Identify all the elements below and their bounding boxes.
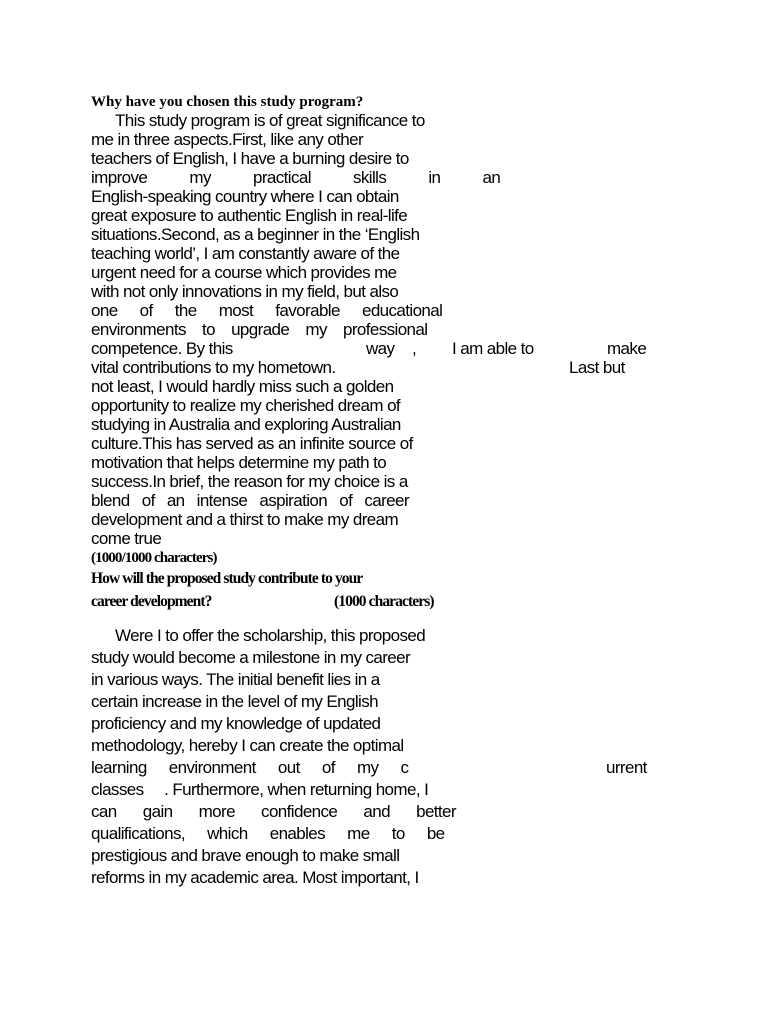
character-count: (1000/1000 characters) bbox=[91, 550, 217, 566]
section2-character-count: (1000 characters) bbox=[334, 593, 434, 610]
section2-heading: How will the proposed study contribute to your bbox=[91, 570, 363, 587]
paragraph-line: teaching world’, I am constantly aware of the bbox=[91, 244, 400, 263]
paragraph-line: in various ways. The initial benefit lies in a bbox=[91, 670, 380, 689]
paragraph-line: come true bbox=[91, 529, 162, 548]
paragraph-line-fragment: way bbox=[366, 339, 395, 358]
paragraph-line-fragment: , bbox=[412, 339, 417, 358]
paragraph-line: development and a thirst to make my dream bbox=[91, 510, 399, 529]
paragraph-line-fragment: make bbox=[607, 339, 647, 358]
paragraph-line-fragment: learning environment out of my c bbox=[91, 758, 409, 777]
paragraph-line: qualifications, which enables me to be bbox=[91, 824, 445, 843]
paragraph-line: not least, I would hardly miss such a golden bbox=[91, 377, 394, 396]
paragraph-line: proficiency and my knowledge of updated bbox=[91, 714, 381, 733]
paragraph-line: with not only innovations in my field, but also bbox=[91, 282, 399, 301]
paragraph-line: prestigious and brave enough to make small bbox=[91, 846, 400, 865]
paragraph-line: certain increase in the level of my English bbox=[91, 692, 378, 711]
paragraph-line-fragment: Last but bbox=[569, 358, 625, 377]
paragraph-line: teachers of English, I have a burning desire to bbox=[91, 149, 409, 168]
paragraph-line: motivation that helps determine my path to bbox=[91, 453, 387, 472]
paragraph-line: This study program is of great significance to bbox=[115, 111, 425, 130]
paragraph-line: great exposure to authentic English in real-life bbox=[91, 206, 408, 225]
paragraph-line-fragment: vital contributions to my hometown. bbox=[91, 358, 336, 377]
paragraph-line: me in three aspects.First, like any other bbox=[91, 130, 364, 149]
paragraph-line: improve my practical skills in an bbox=[91, 168, 501, 187]
paragraph-line-fragment: competence. By this bbox=[91, 339, 233, 358]
section2-heading-line2: career development? bbox=[91, 593, 212, 610]
paragraph-line-fragment: urrent bbox=[606, 758, 647, 777]
paragraph-line: methodology, hereby I can create the optimal bbox=[91, 736, 404, 755]
paragraph-line: situations.Second, as a beginner in the ‘English bbox=[91, 225, 420, 244]
paragraph-line: culture.This has served as an infinite source of bbox=[91, 434, 413, 453]
paragraph-line: can gain more confidence and better bbox=[91, 802, 456, 821]
paragraph-line: success.In brief, the reason for my choice is a bbox=[91, 472, 408, 491]
paragraph-line: English-speaking country where I can obtain bbox=[91, 187, 399, 206]
paragraph-line: classes . Furthermore, when returning home, I bbox=[91, 780, 429, 799]
paragraph-line: opportunity to realize my cherished dream of bbox=[91, 396, 401, 415]
paragraph-line: study would become a milestone in my career bbox=[91, 648, 411, 667]
paragraph-line: one of the most favorable educational bbox=[91, 301, 443, 320]
paragraph-line: blend of an intense aspiration of career bbox=[91, 491, 409, 510]
paragraph-line: urgent need for a course which provides me bbox=[91, 263, 397, 282]
paragraph-line-fragment: I am able to bbox=[452, 339, 534, 358]
section1-heading: Why have you chosen this study program? bbox=[91, 94, 364, 110]
paragraph-line: Were I to offer the scholarship, this proposed bbox=[115, 626, 426, 645]
paragraph-line: reforms in my academic area. Most important, I bbox=[91, 868, 419, 887]
paragraph-line: studying in Australia and exploring Australian bbox=[91, 415, 401, 434]
paragraph-line: environments to upgrade my professional bbox=[91, 320, 428, 339]
